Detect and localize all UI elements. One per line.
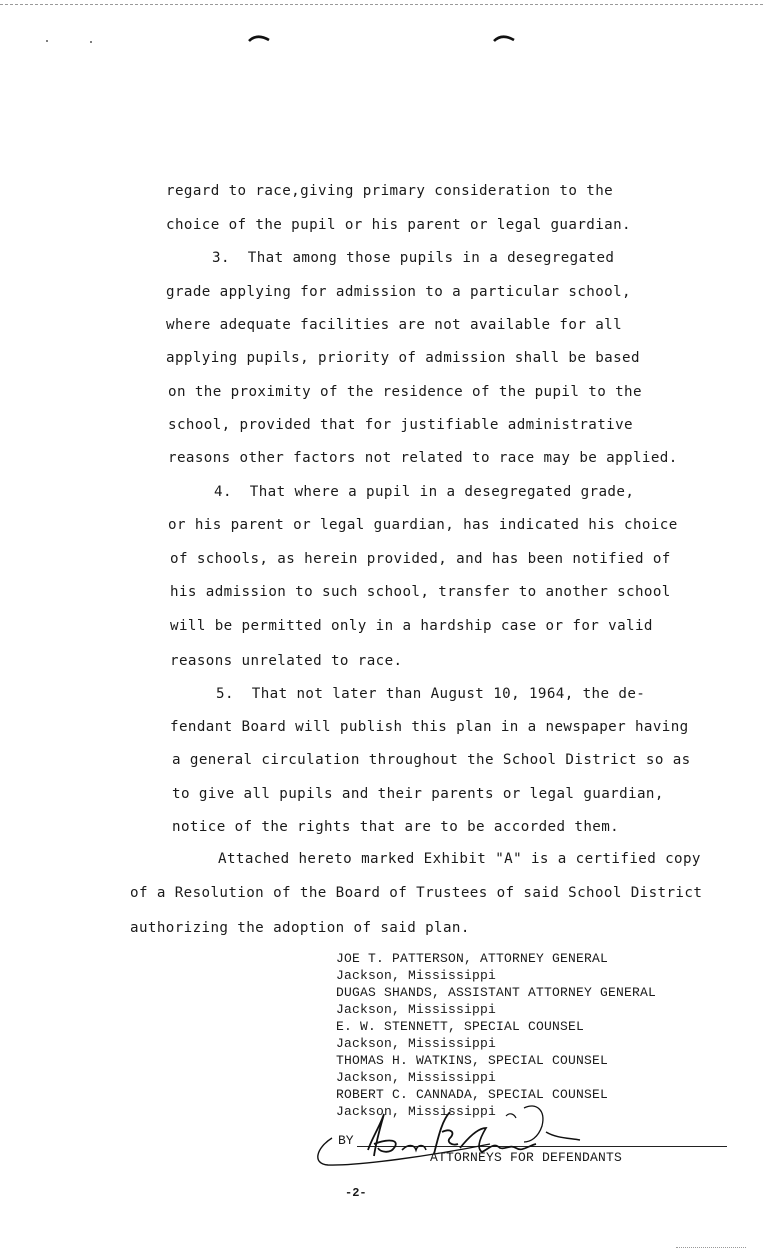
body-line: fendant Board will publish this plan in a newspaper having [170,719,689,735]
body-line: Attached hereto marked Exhibit "A" is a certified copy [218,851,701,867]
top-edge-dashes [0,4,763,5]
body-line: will be permitted only in a hardship case or for valid [170,618,653,634]
body-line: of a Resolution of the Board of Trustees of said School District [130,885,703,901]
punch-mark-left [248,33,270,43]
counsel-line: DUGAS SHANDS, ASSISTANT ATTORNEY GENERAL [336,985,657,1000]
body-line: grade applying for admission to a particular school, [166,284,631,300]
speck [46,40,48,42]
body-line: to give all pupils and their parents or legal guardian, [172,786,664,802]
attorneys-for-defendants: ATTORNEYS FOR DEFENDANTS [430,1150,623,1165]
counsel-line: JOE T. PATTERSON, ATTORNEY GENERAL [336,951,609,966]
page-number: -2- [345,1186,367,1200]
body-line: authorizing the adoption of said plan. [130,920,470,936]
counsel-line: Jackson, Mississippi [336,1104,497,1119]
body-line: applying pupils, priority of admission shall be based [166,350,640,366]
counsel-line: E. W. STENNETT, SPECIAL COUNSEL [336,1019,585,1034]
body-line: 4. That where a pupil in a desegregated grade, [214,484,635,500]
counsel-line: Jackson, Mississippi [336,968,497,983]
counsel-line: Jackson, Mississippi [336,1002,497,1017]
body-line: reasons unrelated to race. [170,653,403,669]
body-line: school, provided that for justifiable administrative [168,417,633,433]
counsel-line: Jackson, Mississippi [336,1070,497,1085]
counsel-line: ROBERT C. CANNADA, SPECIAL COUNSEL [336,1087,609,1102]
body-line: or his parent or legal guardian, has indicated his choice [168,517,678,533]
punch-mark-right [493,33,515,43]
body-line: notice of the rights that are to be accorded them. [172,819,620,835]
body-line: his admission to such school, transfer to another school [170,584,671,600]
body-line: 5. That not later than August 10, 1964, the de- [216,686,646,702]
counsel-line: Jackson, Mississippi [336,1036,497,1051]
body-line: reasons other factors not related to race may be applied. [168,450,678,466]
body-line: on the proximity of the residence of the pupil to the [168,384,642,400]
body-line: a general circulation throughout the School District so as [172,752,691,768]
corner-mark [676,1247,746,1248]
speck [90,41,92,43]
body-line: regard to race,giving primary consideration to the [166,183,614,199]
by-label: BY [338,1133,354,1148]
body-line: of schools, as herein provided, and has been notified of [170,551,671,567]
body-line: choice of the pupil or his parent or legal guardian. [166,217,631,233]
body-line: where adequate facilities are not available for all [166,317,623,333]
body-line: 3. That among those pupils in a desegregated [212,250,615,266]
counsel-line: THOMAS H. WATKINS, SPECIAL COUNSEL [336,1053,609,1068]
